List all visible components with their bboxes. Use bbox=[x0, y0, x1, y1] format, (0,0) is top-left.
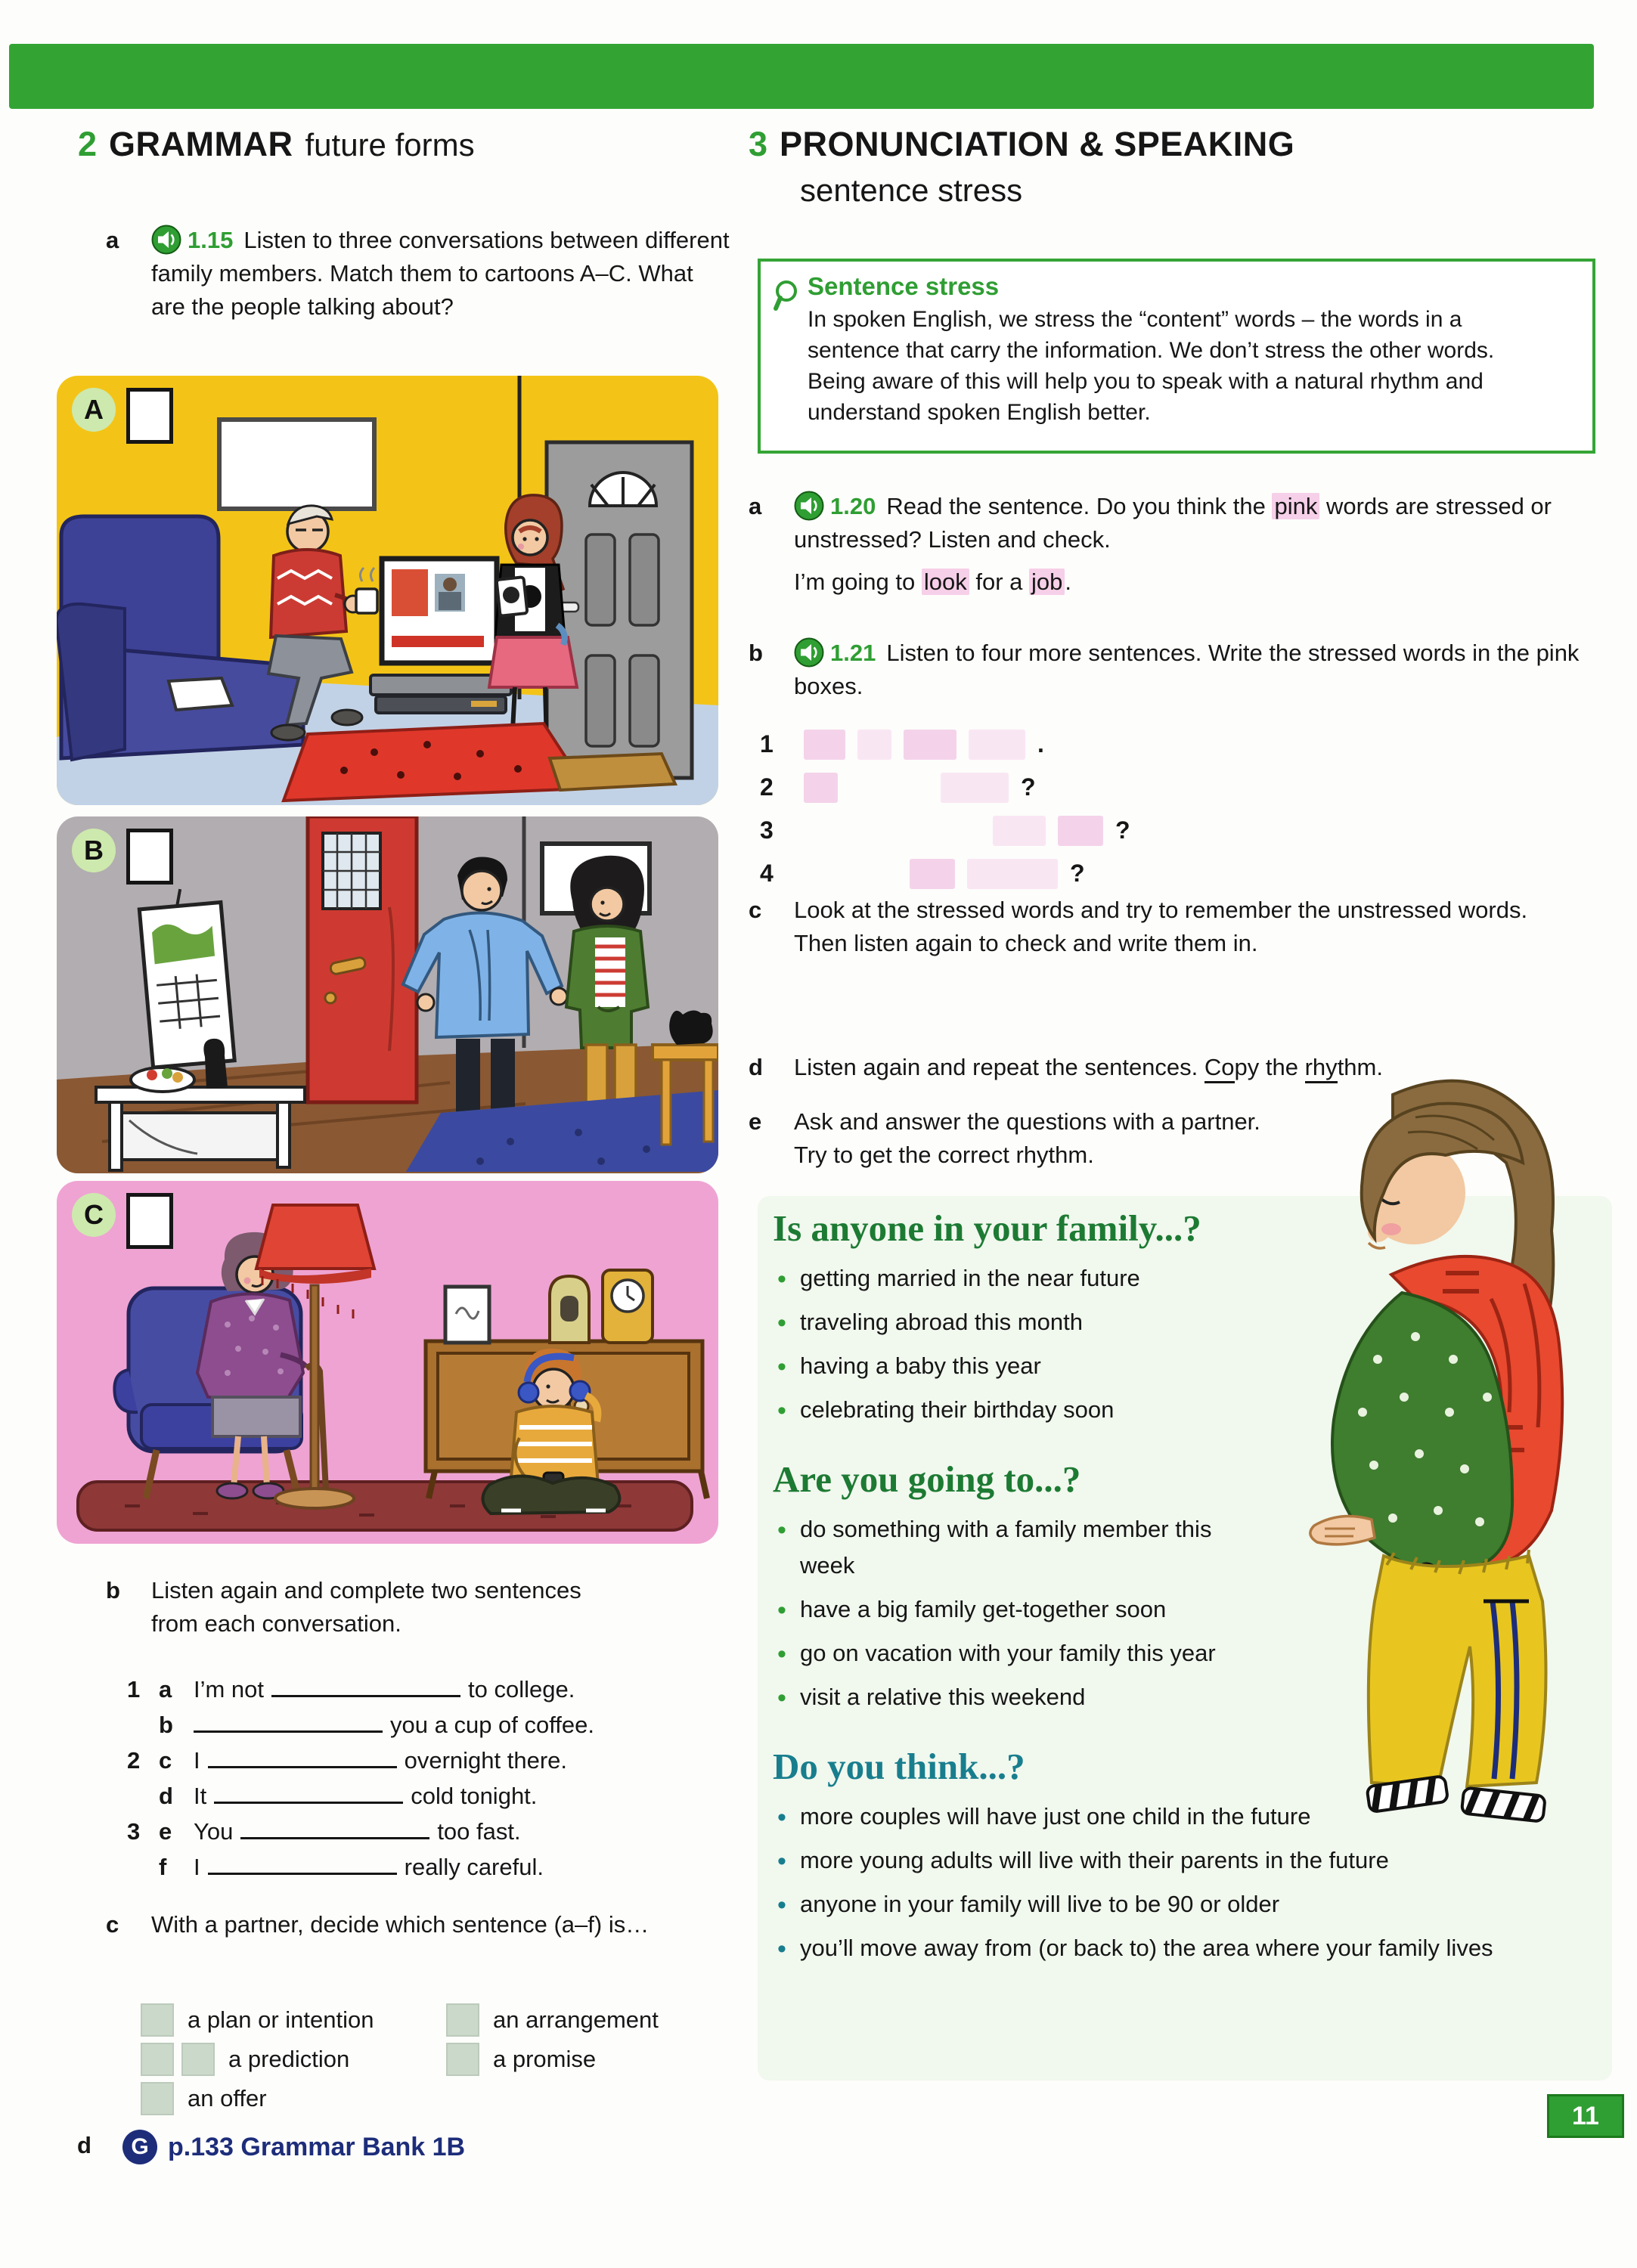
option-checkbox[interactable] bbox=[141, 2082, 174, 2115]
pink-highlight: look bbox=[922, 569, 969, 595]
audio-play-button[interactable] bbox=[151, 225, 181, 255]
exercise-text: Look at the stressed words and try to remember the unstressed words. Then listen again to check and write them in. bbox=[794, 897, 1528, 957]
gap-fill-row: 1 a I’m not to college. bbox=[127, 1672, 594, 1708]
grammar-bank-icon: G bbox=[122, 2130, 157, 2164]
gap-fill-row: f I really careful. bbox=[127, 1850, 594, 1885]
stressed-word-line: 1 . bbox=[760, 723, 1130, 766]
pink-answer-box[interactable] bbox=[804, 730, 845, 760]
pink-answer-box[interactable] bbox=[857, 730, 891, 760]
list-item: • more young adults will live with their parents in the future bbox=[773, 1842, 1586, 1878]
exercise-label: d bbox=[77, 2132, 91, 2158]
option-arrangement: an arrangement bbox=[446, 2003, 659, 2037]
pink-answer-box[interactable] bbox=[993, 816, 1046, 846]
exercise-text: 1.21 Listen to four more sentences. Write the stressed words in the pink boxes. bbox=[794, 637, 1603, 703]
option-promise: a promise bbox=[446, 2043, 596, 2076]
exercise-text: 1.20 Read the sentence. Do you think the pink words are stressed or unstressed? Listen and check. I’m going to look for a job. bbox=[794, 490, 1603, 599]
question-heading-going-to: Are you going to...? bbox=[773, 1458, 1081, 1501]
page-number: 11 bbox=[1547, 2094, 1624, 2138]
cartoon-c bbox=[57, 1181, 718, 1544]
pink-answer-box[interactable] bbox=[967, 859, 1058, 889]
section-title: PRONUNCIATION & SPEAKING bbox=[780, 125, 1295, 163]
exercise-label: c bbox=[749, 897, 762, 923]
answer-blank[interactable] bbox=[208, 1850, 397, 1875]
exercise-label: e bbox=[749, 1108, 762, 1135]
cartoon-a-badge bbox=[72, 388, 173, 444]
audio-play-button[interactable] bbox=[794, 491, 824, 521]
pink-highlight: job bbox=[1029, 569, 1065, 595]
cartoon-b-badge bbox=[72, 829, 173, 885]
audio-track-number: 1.21 bbox=[830, 640, 876, 666]
list-item: • anyone in your family will live to be 90 or older bbox=[773, 1886, 1586, 1922]
cartoon-b-answer-box[interactable] bbox=[126, 829, 173, 885]
exercise-label: b bbox=[749, 640, 763, 666]
grammar-bank-link[interactable]: G p.133 Grammar Bank 1B bbox=[122, 2129, 465, 2165]
list-item: • have a big family get-together soon bbox=[773, 1591, 1249, 1627]
stress-box-title: Sentence stress bbox=[808, 272, 1000, 300]
option-checkbox[interactable] bbox=[446, 2043, 479, 2076]
answer-blank[interactable] bbox=[271, 1672, 460, 1697]
section-subtitle: sentence stress bbox=[800, 172, 1023, 208]
underlined-syllable: rhy bbox=[1305, 1054, 1338, 1083]
speaker-icon bbox=[794, 637, 824, 668]
cartoon-c-badge bbox=[72, 1193, 173, 1249]
option-checkbox[interactable] bbox=[181, 2043, 215, 2076]
pink-highlight: pink bbox=[1272, 493, 1319, 519]
exercise-3a bbox=[749, 490, 1603, 599]
speaker-icon bbox=[151, 225, 181, 255]
cartoon-c-answer-box[interactable] bbox=[126, 1193, 173, 1249]
cartoon-label: B bbox=[72, 829, 116, 872]
exercise-label: d bbox=[749, 1054, 763, 1080]
answer-blank[interactable] bbox=[240, 1814, 429, 1839]
pregnant-woman-illustration bbox=[1302, 1072, 1632, 1832]
option-plan: a plan or intention bbox=[141, 2003, 374, 2037]
exercise-label: a bbox=[106, 227, 119, 253]
list-item: • more couples will have just one child in the future bbox=[773, 1799, 1586, 1834]
going-to-question-list bbox=[773, 1511, 1249, 1715]
exercise-2d bbox=[77, 2129, 465, 2165]
section-number: 3 bbox=[749, 125, 768, 163]
audio-play-button[interactable] bbox=[794, 637, 824, 668]
stressed-word-line: 4 ? bbox=[760, 852, 1130, 895]
pink-answer-box[interactable] bbox=[904, 730, 956, 760]
section-subtitle: future forms bbox=[305, 127, 475, 163]
list-item: • having a baby this year bbox=[773, 1348, 1611, 1383]
option-checkbox[interactable] bbox=[446, 2003, 479, 2037]
cartoon-a-answer-box[interactable] bbox=[126, 388, 173, 444]
exercise-3c bbox=[749, 894, 1550, 960]
grammar-section-heading bbox=[78, 125, 475, 164]
exercise-text: Listen again and complete two sentences from each conversation. bbox=[151, 1577, 581, 1637]
exercise-3e bbox=[749, 1105, 1293, 1172]
question-heading-family: Is anyone in your family...? bbox=[773, 1207, 1201, 1249]
cartoon-label: A bbox=[72, 388, 116, 432]
question-heading-think: Do you think...? bbox=[773, 1745, 1025, 1787]
answer-blank[interactable] bbox=[208, 1743, 397, 1768]
section-number: 2 bbox=[78, 125, 98, 163]
pronunciation-section-heading bbox=[749, 125, 1294, 164]
list-item: • go on vacation with your family this year bbox=[773, 1635, 1249, 1671]
audio-track-number: 1.15 bbox=[188, 227, 234, 253]
cartoon-label: C bbox=[72, 1193, 116, 1237]
answer-blank[interactable] bbox=[194, 1708, 383, 1733]
magnifier-icon bbox=[771, 278, 806, 317]
pink-answer-box[interactable] bbox=[910, 859, 955, 889]
option-checkbox[interactable] bbox=[141, 2043, 174, 2076]
list-item: • you’ll move away from (or back to) the area where your family lives bbox=[773, 1930, 1503, 1966]
audio-track-number: 1.20 bbox=[830, 493, 876, 519]
exercise-2a bbox=[106, 224, 733, 324]
pink-answer-box[interactable] bbox=[941, 773, 1009, 803]
exercise-text: 1.15 Listen to three conversations between different family members. Match them to cartoons A–C. What are the people talking about? bbox=[151, 224, 733, 324]
stressed-word-line: 2 ? bbox=[760, 766, 1130, 809]
pink-answer-box[interactable] bbox=[804, 773, 838, 803]
list-item: • traveling abroad this month bbox=[773, 1304, 1611, 1340]
pink-answer-box[interactable] bbox=[969, 730, 1025, 760]
exercise-label: c bbox=[106, 1911, 119, 1938]
exercise-label: b bbox=[106, 1577, 120, 1603]
exercise-2c bbox=[106, 1908, 726, 1941]
answer-blank[interactable] bbox=[214, 1779, 403, 1804]
gap-fill-row: b you a cup of coffee. bbox=[127, 1708, 594, 1743]
stressed-word-line: 3 ? bbox=[760, 809, 1130, 852]
list-item: • do something with a family member this week bbox=[773, 1511, 1249, 1582]
option-offer: an offer bbox=[141, 2082, 267, 2115]
exercise-2b bbox=[106, 1574, 620, 1641]
exercise-text: With a partner, decide which sentence (a–f) is… bbox=[151, 1911, 650, 1938]
exercise-3b bbox=[749, 637, 1603, 703]
list-item: • visit a relative this weekend bbox=[773, 1679, 1249, 1715]
example-sentence: I’m going to look for a job. bbox=[794, 569, 1072, 596]
exercise-label: a bbox=[749, 493, 762, 519]
exercise-text: Ask and answer the questions with a partner. Try to get the correct rhythm. bbox=[794, 1108, 1260, 1169]
cartoon-a bbox=[57, 376, 718, 805]
list-item: • celebrating their birthday soon bbox=[773, 1392, 1611, 1427]
sentence-stress-box bbox=[758, 259, 1595, 454]
pink-answer-box[interactable] bbox=[1058, 816, 1103, 846]
gap-fill-row: d It cold tonight. bbox=[127, 1779, 594, 1814]
list-item: • getting married in the near future bbox=[773, 1260, 1611, 1296]
option-checkbox[interactable] bbox=[141, 2003, 174, 2037]
exercise-text: Listen again and repeat the sentences. Copy the rhythm. bbox=[794, 1051, 1383, 1084]
stress-box-body: In spoken English, we stress the “content” words – the words in a sentence that carry the information. We don’t stress the other words. Being aware of this will help you to speak with a natural rhythm and understand spoken English better. bbox=[808, 307, 1495, 426]
option-prediction: a prediction bbox=[141, 2043, 349, 2076]
page-top-banner bbox=[9, 44, 1594, 109]
gap-fill-list bbox=[127, 1672, 594, 1885]
stressed-word-lines bbox=[760, 723, 1130, 895]
section-title: GRAMMAR bbox=[109, 125, 293, 163]
speaker-icon bbox=[794, 491, 824, 521]
cartoon-b bbox=[57, 816, 718, 1173]
gap-fill-row: 2 c I overnight there. bbox=[127, 1743, 594, 1779]
gap-fill-row: 3 e You too fast. bbox=[127, 1814, 594, 1850]
underlined-syllable: Co bbox=[1204, 1054, 1235, 1083]
